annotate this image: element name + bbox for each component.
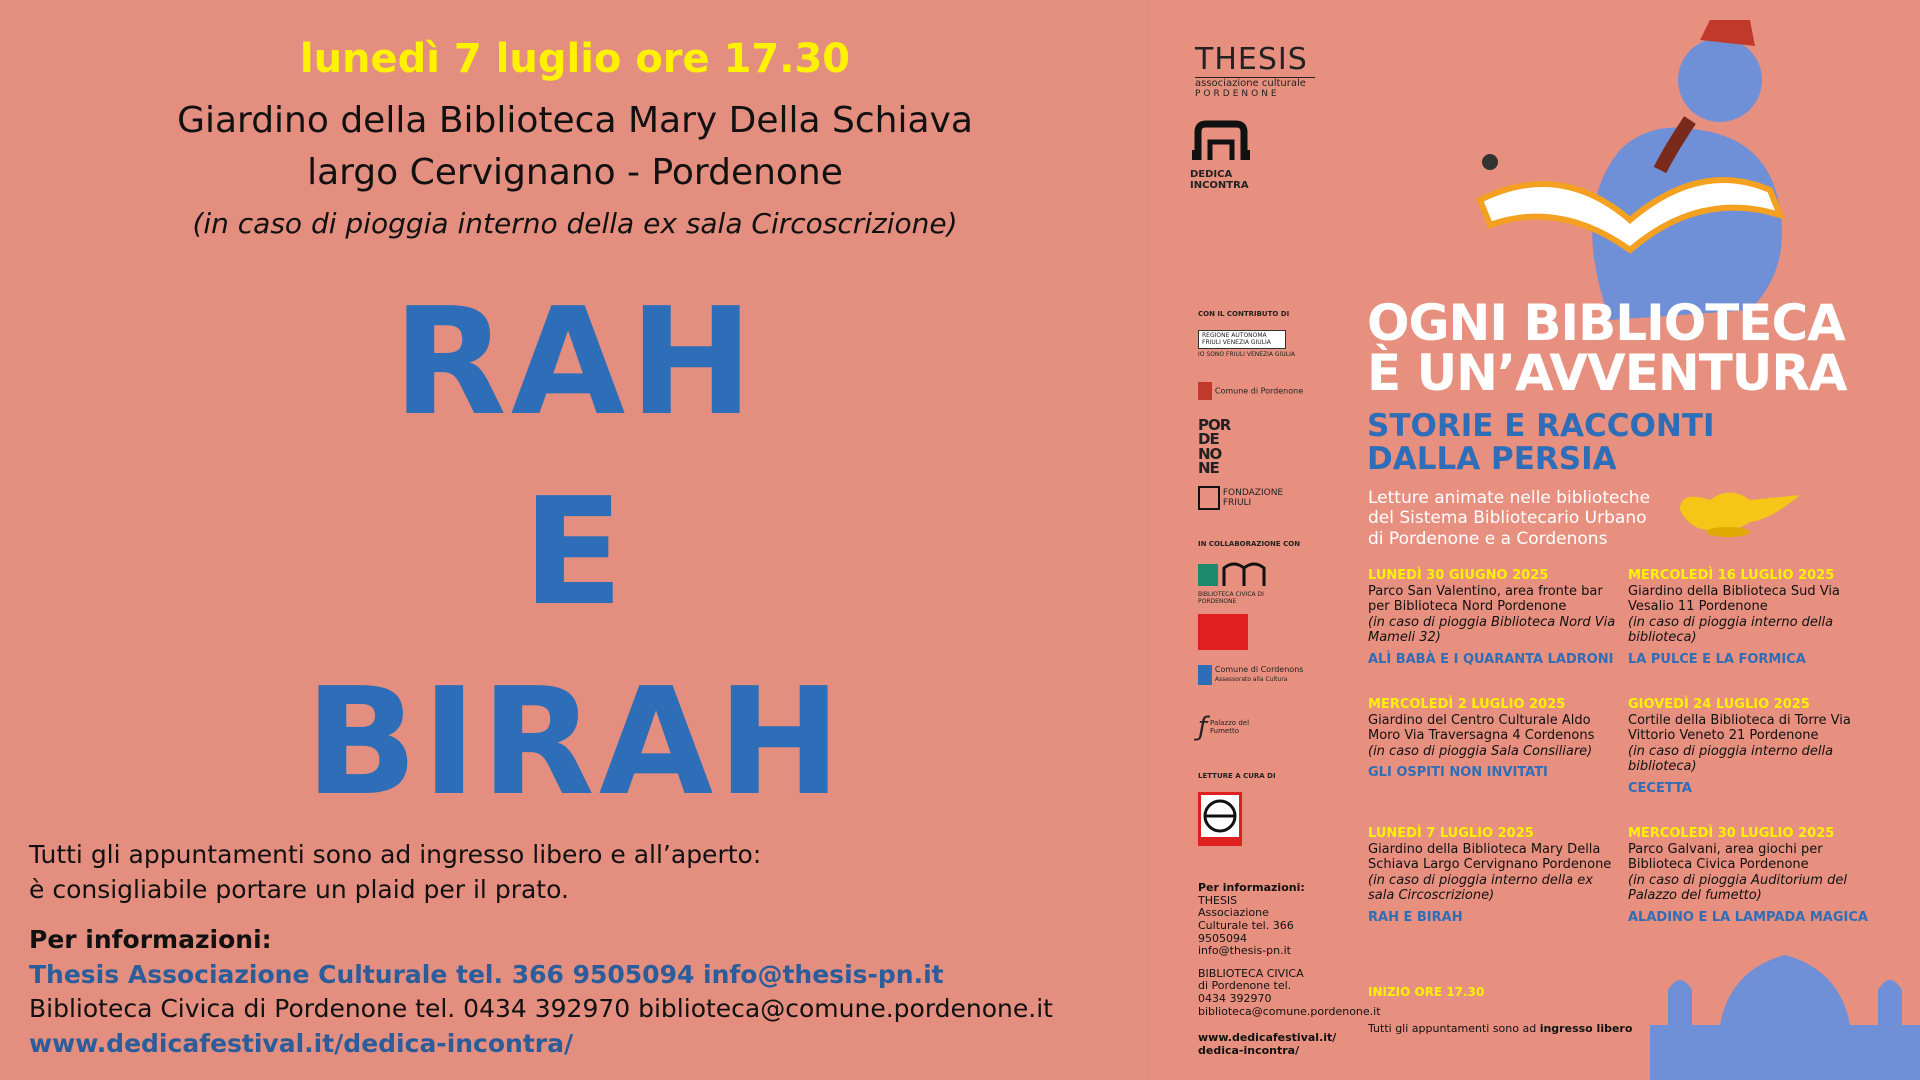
fumetto-icon: ƒ [1198, 712, 1208, 742]
event-card-rain: (in caso di pioggia Auditorium del Palazzo del fumetto) [1628, 872, 1847, 904]
headline-line-2: È UN’AVVENTURA [1367, 344, 1847, 402]
contact-thesis: Thesis Associazione Culturale tel. 366 9505094 info@thesis-pn.it [29, 960, 944, 989]
letture-icon [1198, 792, 1242, 846]
regione-sub: IO SONO FRIULI VENEZIA GIULIA [1198, 351, 1295, 359]
comune-pn-logo [1198, 382, 1303, 400]
palazzo-fumetto-logo [1198, 712, 1258, 742]
dedica-line-1: DEDICA [1190, 169, 1233, 180]
event-card-place: Giardino della Biblioteca Mary Della Schiava Largo Cervignano Pordenone [1368, 841, 1612, 873]
poster-info-biblio: BIBLIOTECA CIVICA di Pordenone tel. 0434 392970 biblioteca@comune.pordenone.it [1198, 966, 1381, 1018]
event-card-title: LA PULCE E LA FORMICA [1628, 651, 1806, 667]
red-book-logo [1198, 614, 1248, 650]
regione-logo [1198, 330, 1295, 358]
poster [1150, 0, 1920, 1080]
fondazione-logo [1198, 486, 1283, 510]
event-date: lunedì 7 luglio ore 17.30 [299, 36, 851, 82]
event-card-title: GLI OSPITI NON INVITATI [1368, 765, 1548, 781]
dedica-logo [1190, 120, 1252, 191]
poster-info-web[interactable]: www.dedicafestival.it/ dedica-incontra/ [1198, 1031, 1337, 1058]
event-card-rain: (in caso di pioggia interno della biblioteca) [1628, 614, 1834, 646]
subtitle-line-2: DALLA PERSIA [1367, 440, 1617, 477]
intro-line-3: di Pordenone e a Cordenons [1368, 528, 1608, 549]
thesis-logo [1195, 42, 1315, 99]
free-entry-line-2: è consigliabile portare un plaid per il prato. [29, 875, 569, 904]
footnote-text: Tutti gli appuntamenti sono ad [1368, 1022, 1540, 1035]
thesis-logo-sub: associazione culturale [1195, 77, 1315, 89]
thesis-logo-text: THESIS [1195, 42, 1308, 77]
dedica-line-2: INCONTRA [1190, 180, 1249, 191]
poster-intro [1368, 488, 1650, 549]
poster-info [1198, 881, 1381, 1058]
cordenons-name: Comune di Cordenons [1214, 665, 1304, 675]
poster-info-title: Per informazioni: [1198, 881, 1305, 894]
fondazione-name: FONDAZIONE FRIULI [1222, 488, 1284, 508]
lamp-icon [1670, 480, 1810, 540]
event-card-place: Cortile della Biblioteca di Torre Via Vittorio Veneto 21 Pordenone [1628, 712, 1851, 744]
event-address: largo Cervignano - Pordenone [307, 152, 843, 193]
start-time: INIZIO ORE 17.30 [1368, 985, 1485, 999]
event-venue: Giardino della Biblioteca Mary Della Schiava [177, 100, 973, 141]
event-card [1368, 826, 1618, 926]
event-card-place: Giardino del Centro Culturale Aldo Moro Via Traversagna 4 Cordenons [1368, 712, 1595, 744]
event-card-date: LUNEDÌ 30 GIUGNO 2025 [1368, 568, 1549, 583]
comune-pn-crest-icon [1198, 382, 1212, 400]
biblioteca-civica-icon [1198, 560, 1268, 588]
event-card-title: RAH E BIRAH [1368, 909, 1463, 925]
event-card-place: Giardino della Biblioteca Sud Via Vesalio 11 Pordenone [1628, 583, 1840, 615]
title-line-2: E [522, 466, 628, 638]
pordenone-logo: POR DE NO NE [1198, 416, 1231, 477]
cordenons-assessorato: Assessorato alla Cultura [1214, 676, 1288, 683]
collaborazione-label: IN COLLABORAZIONE CON [1198, 540, 1301, 548]
event-card [1368, 568, 1618, 668]
event-card-date: MERCOLEDÌ 30 LUGLIO 2025 [1628, 826, 1835, 841]
event-card [1368, 697, 1618, 781]
title-line-1: RAH [392, 276, 758, 448]
event-card-title: ALADINO E LA LAMPADA MAGICA [1628, 909, 1868, 925]
poster-footnote [1368, 1022, 1632, 1035]
event-card-place: Parco San Valentino, area fronte bar per Biblioteca Nord Pordenone [1368, 583, 1603, 615]
dedica-icon [1190, 120, 1252, 166]
event-card-date: LUNEDÌ 7 LUGLIO 2025 [1368, 826, 1534, 841]
letture-label: LETTURE A CURA DI [1198, 772, 1276, 780]
rain-note: (in caso di pioggia interno della ex sala Circoscrizione) [192, 207, 958, 240]
free-entry-line-1: Tutti gli appuntamenti sono ad ingresso libero e all’aperto: [29, 840, 762, 869]
biblioteca-civica-name: BIBLIOTECA CIVICA DI PORDENONE [1198, 591, 1264, 605]
event-card-title: ALÌ BABÀ E I QUARANTA LADRONI [1368, 651, 1614, 667]
title-line-3: BIRAH [304, 656, 846, 828]
contact-biblioteca: Biblioteca Civica di Pordenone tel. 0434 392970 biblioteca@comune.pordenone.it [29, 994, 1053, 1023]
comune-pn-name: Comune di Pordenone [1214, 386, 1304, 396]
subtitle-line-1: STORIE E RACCONTI [1367, 408, 1715, 444]
event-card [1628, 697, 1878, 797]
event-card-rain: (in caso di pioggia interno della ex sala Circoscrizione) [1368, 872, 1593, 904]
info-label: Per informazioni: [29, 925, 272, 954]
comune-cordenons-logo [1198, 665, 1303, 685]
event-card [1628, 826, 1878, 926]
poster-headline [1367, 294, 1847, 402]
event-card-rain: (in caso di pioggia Biblioteca Nord Via Mameli 32) [1368, 614, 1616, 646]
event-card-date: MERCOLEDÌ 16 LUGLIO 2025 [1628, 568, 1835, 583]
thesis-logo-city: PORDENONE [1195, 89, 1280, 99]
intro-line-1: Letture animate nelle biblioteche [1368, 488, 1651, 508]
event-card-place: Parco Galvani, area giochi per Biblioteca Civica Pordenone [1628, 841, 1823, 873]
intro-line-2: del Sistema Bibliotecario Urbano [1368, 508, 1647, 529]
letture-logo [1198, 792, 1242, 849]
event-card-rain: (in caso di pioggia Sala Consiliare) [1368, 743, 1593, 759]
fumetto-name: Palazzo del Fumetto [1210, 719, 1250, 735]
headline-line-1: OGNI BIBLIOTECA [1367, 294, 1845, 352]
red-book-icon [1198, 614, 1248, 650]
cordenons-crest-icon [1198, 665, 1212, 685]
event-card-rain: (in caso di pioggia interno della biblioteca) [1628, 743, 1834, 775]
biblioteca-civica-logo [1198, 560, 1268, 605]
footnote-emphasis: ingresso libero [1539, 1022, 1633, 1035]
regione-box: REGIONE AUTONOMA FRIULI VENEZIA GIULIA [1198, 330, 1286, 349]
event-card-date: MERCOLEDÌ 2 LUGLIO 2025 [1368, 697, 1566, 712]
event-card [1628, 568, 1878, 668]
palace-silhouette [1650, 930, 1920, 1080]
contributo-label: CON IL CONTRIBUTO DI [1198, 310, 1290, 318]
website-link[interactable]: www.dedicafestival.it/dedica-incontra/ [29, 1029, 574, 1058]
fondazione-icon [1198, 486, 1220, 510]
event-card-title: CECETTA [1628, 780, 1692, 796]
poster-info-thesis: THESIS Associazione Culturale tel. 366 9505094 info@thesis-pn.it [1198, 893, 1294, 958]
genie-illustration [1450, 10, 1910, 340]
poster-subtitle [1367, 410, 1715, 475]
event-card-date: GIOVEDÌ 24 LUGLIO 2025 [1628, 697, 1810, 712]
